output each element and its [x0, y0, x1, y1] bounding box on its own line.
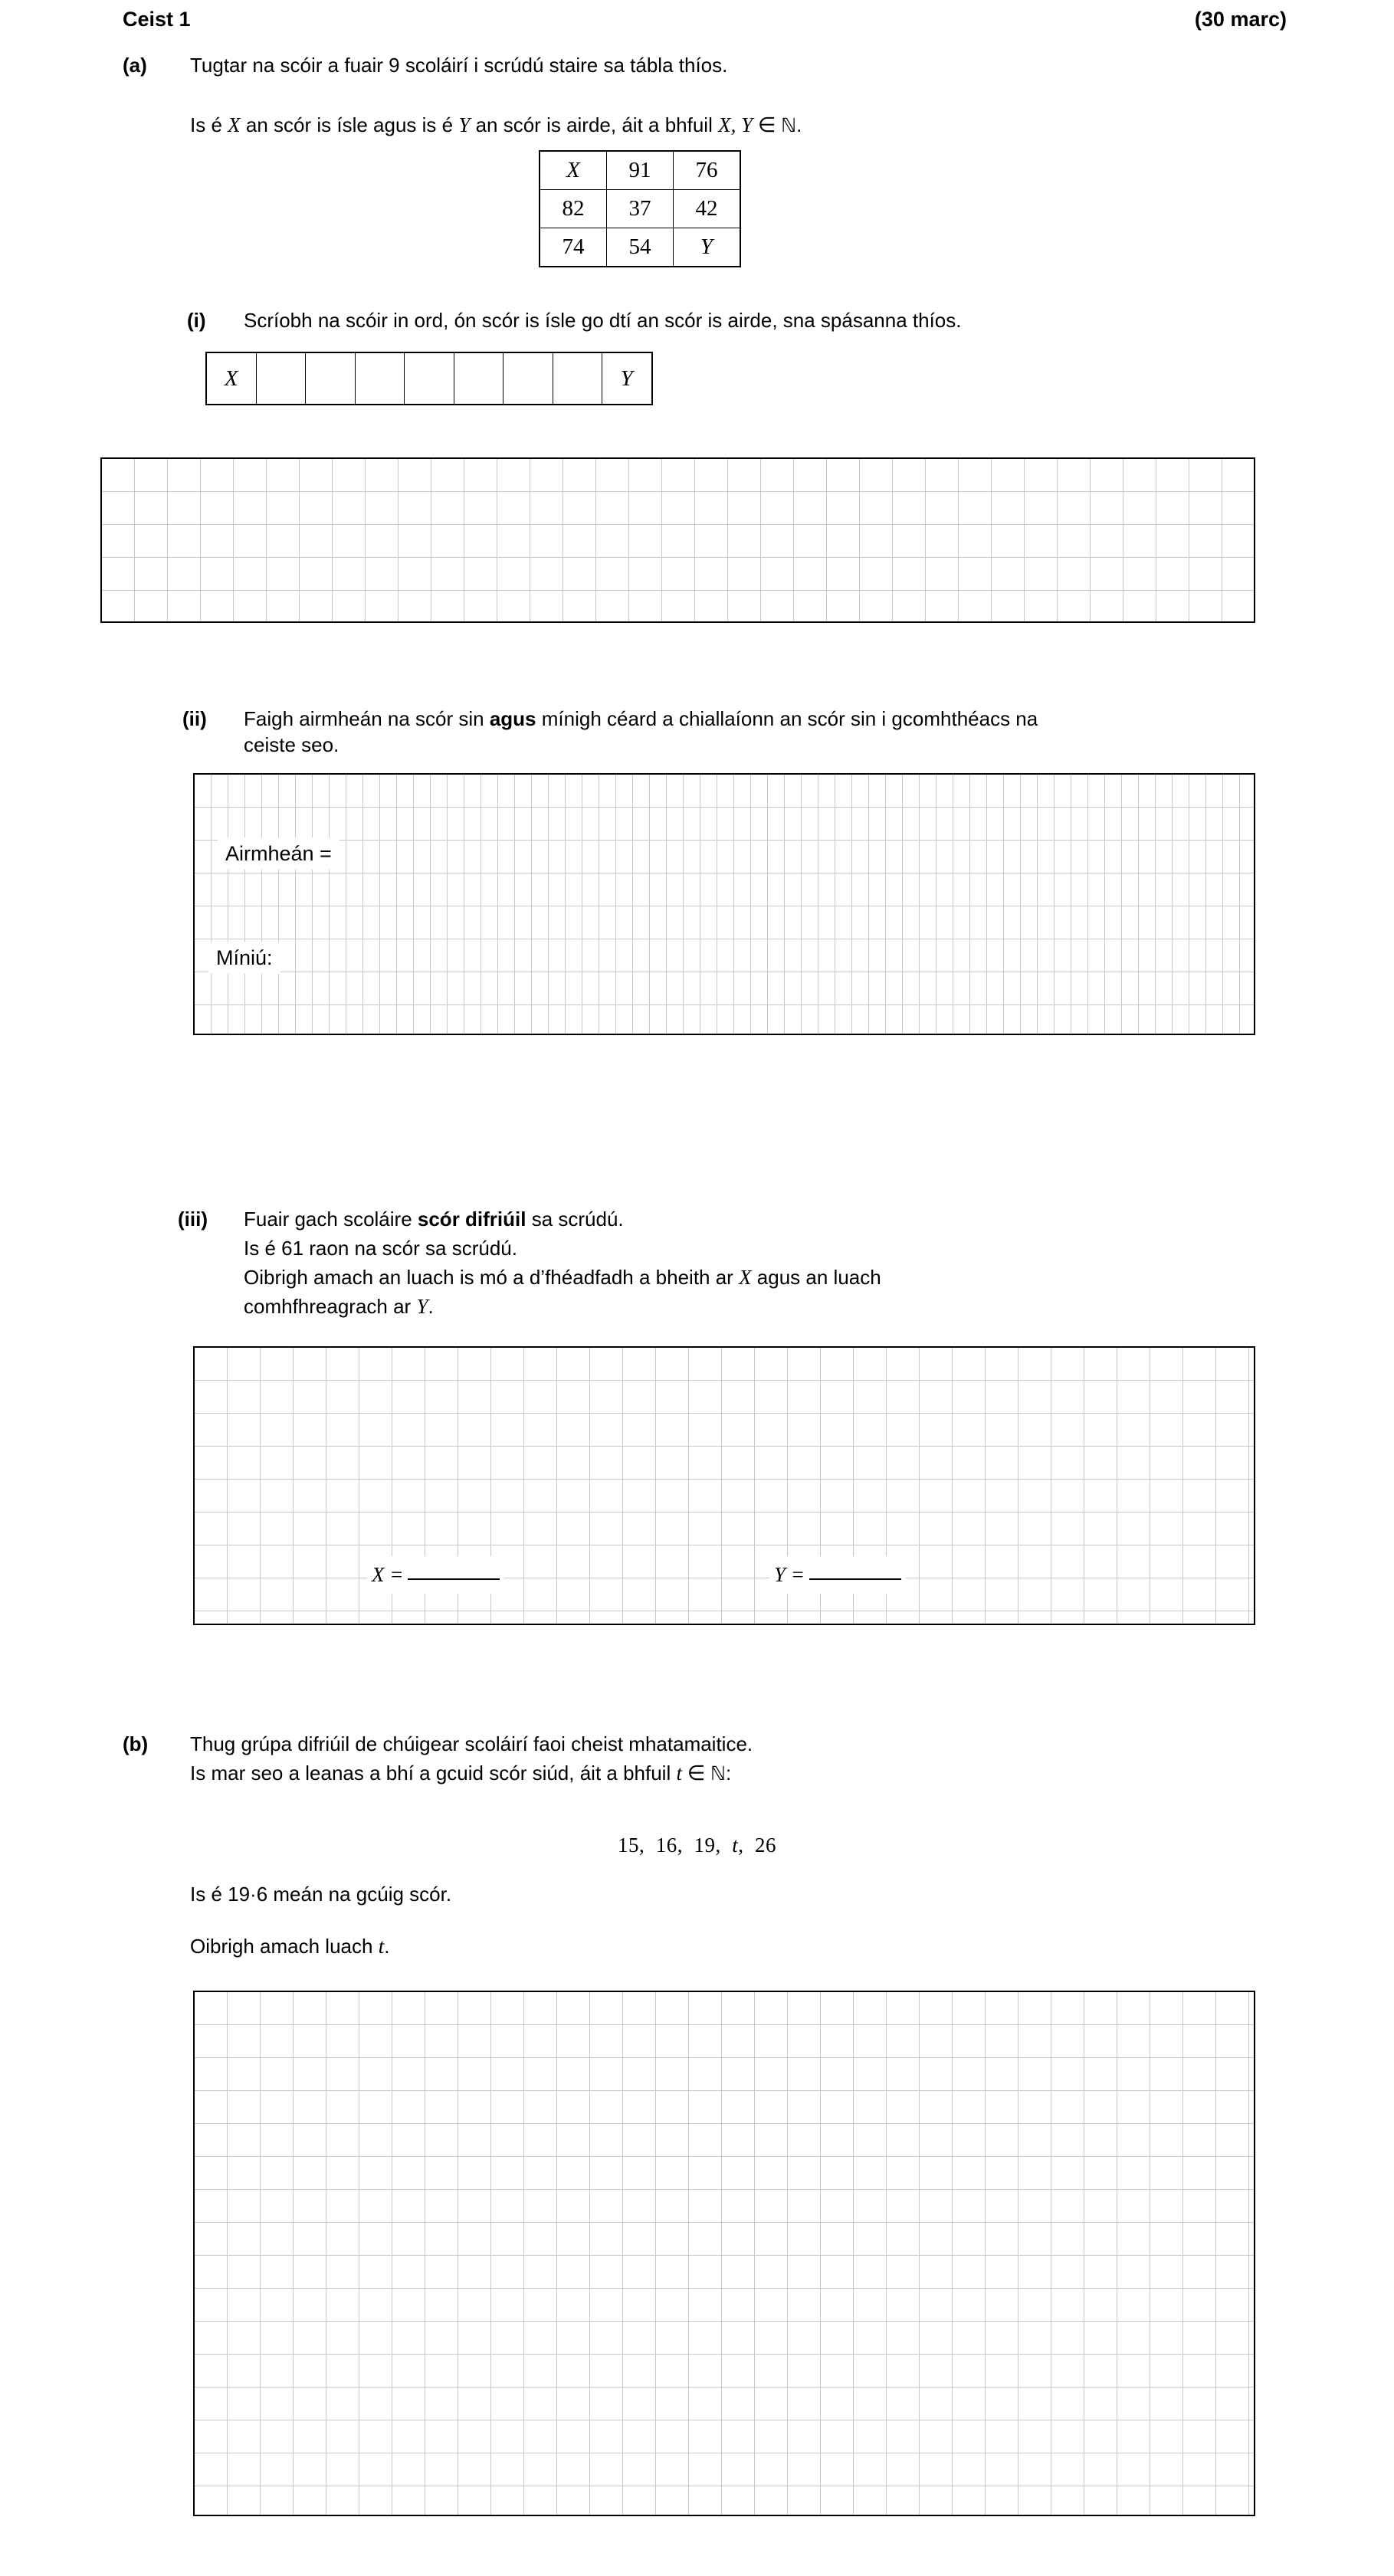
a-iii-line1-pre: Fuair gach scoláire [244, 1208, 418, 1231]
intro-mid2: an scór is airde, áit a bhfuil [470, 113, 719, 136]
answer-y-label: Y = [774, 1563, 805, 1586]
scores-table [539, 150, 741, 267]
ordering-cell-1[interactable]: X [206, 352, 256, 405]
answer-y-rule[interactable] [809, 1578, 901, 1580]
ordering-cell-5[interactable] [405, 352, 454, 405]
ordering-cell-8[interactable] [553, 352, 602, 405]
part-b-line3: Is é 19·6 meán na gcúig scór. [190, 1883, 452, 1906]
subpart-a-ii-text-line2: ceiste seo. [244, 733, 339, 756]
a-ii-text-pre: Faigh airmheán na scór sin [244, 707, 490, 730]
table-row [540, 228, 740, 267]
answer-grid-a-ii[interactable] [193, 773, 1255, 1035]
a-iii-line1-post: sa scrúdú. [526, 1208, 624, 1231]
variables-xy: X, Y [718, 113, 753, 136]
part-b-line4 [190, 1933, 389, 1959]
answer-grid-b[interactable] [193, 1991, 1255, 2516]
subpart-a-iii-line2: Is é 61 raon na scór sa scrúdú. [244, 1237, 517, 1260]
element-of-symbol: ∈ [681, 1762, 711, 1785]
table-cell: 76 [674, 151, 741, 190]
a-ii-text-post: mínigh céard a chiallaíonn an scór sin i gcomhthéacs na [536, 707, 1038, 730]
subpart-a-i-text: Scríobh na scóir in ord, ón scór is ísle go dtí an scór is airde, sna spásanna thíos. [244, 309, 962, 332]
table-cell: 42 [674, 190, 741, 228]
intro-end: . [796, 113, 802, 136]
natural-numbers-symbol: ℕ [781, 114, 797, 136]
score-sequence: 15, 16, 19, t, 26 [617, 1834, 776, 1857]
part-a-intro-line2 [190, 112, 802, 139]
table-cell: 91 [607, 151, 674, 190]
table-cell: X [540, 151, 607, 190]
a-iii-line4-pre: comhfhreagrach ar [244, 1295, 417, 1318]
ordering-answer-row[interactable] [205, 352, 653, 405]
variable-t: t [378, 1935, 385, 1958]
sequence-item-1: 15 [617, 1834, 639, 1857]
a-iii-line4-post: . [428, 1295, 434, 1318]
subpart-a-iii-line3 [244, 1264, 881, 1290]
table-cell: Y [674, 228, 741, 267]
sequence-item-3: 19 [694, 1834, 716, 1857]
b-line2-end: : [726, 1762, 732, 1785]
table-row [540, 190, 740, 228]
variable-t: t [676, 1762, 682, 1785]
airmhean-label: Airmheán = [218, 837, 339, 870]
table-cell: 37 [607, 190, 674, 228]
intro-mid: an scór is ísle agus is é [240, 113, 459, 136]
answer-grid-a-iii[interactable] [193, 1346, 1255, 1625]
part-b-line1: Thug grúpa difriúil de chúigear scoláirí faoi cheist mhatamaitice. [190, 1732, 753, 1755]
variable-x: X [228, 113, 241, 136]
answer-slot-y[interactable] [769, 1556, 906, 1594]
ordering-cell-6[interactable] [454, 352, 503, 405]
sequence-item-4: t [732, 1834, 739, 1857]
subpart-a-iii-line1 [244, 1206, 624, 1232]
subpart-label-a-ii: (ii) [182, 707, 207, 730]
table-cell: 54 [607, 228, 674, 267]
b-line4-post: . [384, 1935, 390, 1958]
variable-y: Y [458, 113, 471, 136]
answer-slot-x[interactable] [367, 1556, 504, 1594]
subpart-label-a-i: (i) [187, 309, 206, 332]
a-iii-line3-post: agus an luach [751, 1266, 881, 1289]
answer-x-label: X = [372, 1563, 404, 1586]
part-label-a: (a) [123, 54, 147, 77]
ordering-cell-7[interactable] [503, 352, 553, 405]
part-a-intro-line1 [190, 52, 727, 78]
page-title: Ceist 1 [123, 8, 191, 31]
variable-x: X [739, 1266, 752, 1289]
subpart-a-ii-text-line1 [244, 706, 1038, 732]
table-cell: 74 [540, 228, 607, 267]
table-row [206, 352, 652, 405]
sequence-item-2: 16 [655, 1834, 677, 1857]
ordering-cell-2[interactable] [256, 352, 306, 405]
ordering-cell-9[interactable]: Y [602, 352, 652, 405]
b-line2-pre: Is mar seo a leanas a bhí a gcuid scór siúd, áit a bhfuil [190, 1762, 677, 1785]
a-iii-line1-bold: scór difriúil [417, 1208, 526, 1231]
natural-numbers-symbol: ℕ [710, 1762, 727, 1785]
subpart-label-a-iii: (iii) [178, 1208, 208, 1231]
ordering-cell-3[interactable] [306, 352, 356, 405]
answer-grid-a-i[interactable] [100, 457, 1255, 623]
b-line4-pre: Oibrigh amach luach [190, 1935, 379, 1958]
a-iii-line3-pre: Oibrigh amach an luach is mó a d’fhéadfadh a bheith ar [244, 1266, 740, 1289]
part-b-line2 [190, 1760, 731, 1787]
table-cell: 82 [540, 190, 607, 228]
table-row [540, 151, 740, 190]
variable-y: Y [416, 1295, 428, 1318]
ordering-cell-4[interactable] [355, 352, 405, 405]
part-label-b: (b) [123, 1732, 149, 1755]
marks-allocation: (30 marc) [1194, 8, 1287, 31]
intro-pre: Is é [190, 113, 228, 136]
sequence-item-5: 26 [755, 1834, 776, 1857]
subpart-a-iii-line4 [244, 1293, 434, 1319]
miniu-label: Míniú: [208, 942, 280, 974]
answer-x-rule[interactable] [408, 1578, 500, 1580]
part-a-intro-text: Tugtar na scóir a fuair 9 scoláirí i scrúdú staire sa tábla thíos. [190, 54, 728, 77]
element-of-symbol: ∈ [753, 113, 782, 136]
a-ii-text-bold: agus [489, 707, 536, 730]
